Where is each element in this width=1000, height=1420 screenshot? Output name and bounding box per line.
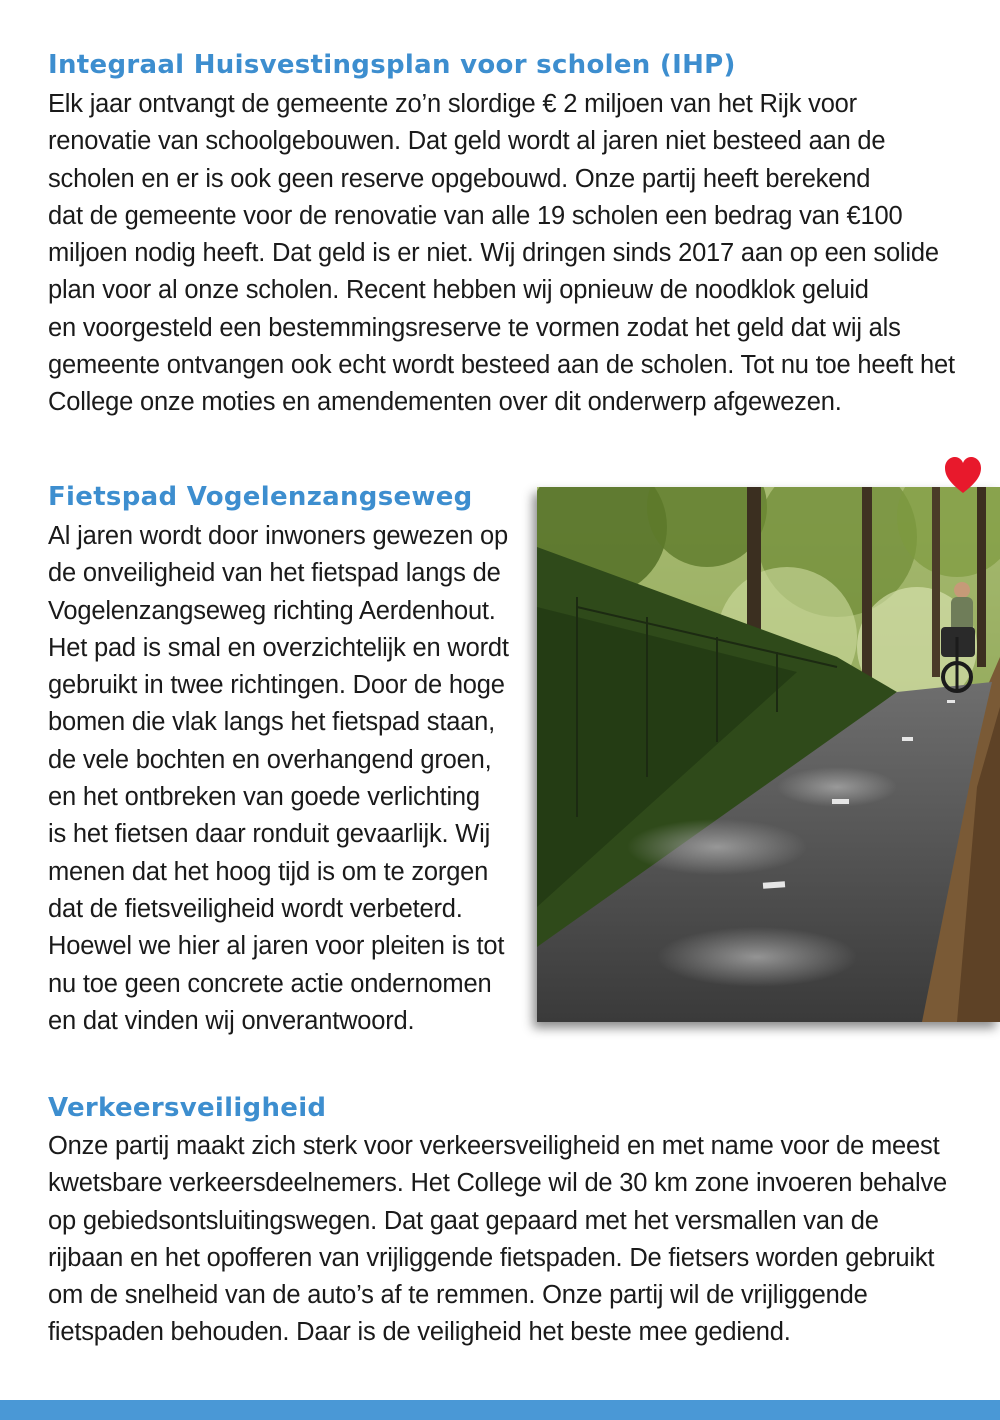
section-heading-verkeer: Verkeersveiligheid (48, 1093, 327, 1123)
text-line: de onveiligheid van het fietspad langs de (48, 559, 501, 588)
text-line: Vogelenzangseweg richting Aerdenhout. (48, 596, 496, 625)
text-line: gebruikt in twee richtingen. Door de hoge (48, 671, 505, 700)
text-line: scholen en er is ook geen reserve opgebouwd. Onze partij heeft berekend (48, 164, 871, 193)
text-line: om de snelheid van de auto’s af te remmen. Onze partij wil de vrijliggende (48, 1281, 868, 1310)
text-line: en het ontbreken van goede verlichting (48, 783, 480, 812)
text-line: College onze moties en amendementen over dit onderwerp afgewezen. (48, 388, 842, 417)
text-line: rijbaan en het opofferen van vrijliggende fietspaden. De fietsers worden gebruikt (48, 1243, 935, 1272)
text-line: Elk jaar ontvangt de gemeente zo’n slordige € 2 miljoen van het Rijk voor (48, 90, 857, 118)
text-line: kwetsbare verkeersdeelnemers. Het College wil de 30 km zone invoeren behalve (48, 1169, 948, 1198)
section-heading-fietspad: Fietspad Vogelenzangseweg (48, 482, 473, 512)
text-line: renovatie van schoolgebouwen. Dat geld wordt al jaren niet besteed aan de (48, 127, 886, 156)
bike-path-illustration (537, 487, 1000, 1022)
text-line: plan voor al onze scholen. Recent hebben wij opnieuw de noodklok geluid (48, 276, 869, 305)
text-line: de vele bochten en overhangend groen, (48, 745, 492, 774)
text-line: miljoen nodig heeft. Dat geld is er niet. Wij dringen sinds 2017 aan op een solide (48, 239, 939, 268)
text-line: en voorgesteld een bestemmingsreserve te vormen zodat het geld dat wij als (48, 313, 901, 342)
bike-path-photo (537, 487, 1000, 1022)
text-line: Hoewel we hier al jaren voor pleiten is tot (48, 932, 505, 961)
footer-bar (0, 1400, 1000, 1420)
text-line: dat de fietsveiligheid wordt verbeterd. (48, 894, 463, 923)
text-line: dat de gemeente voor de renovatie van alle 19 scholen een bedrag van €100 (48, 201, 903, 230)
text-line: en dat vinden wij onverantwoord. (48, 1006, 415, 1035)
text-line: gemeente ontvangen ook echt wordt besteed aan de scholen. Tot nu toe heeft het (48, 351, 955, 380)
text-line: Onze partij maakt zich sterk voor verkeersveiligheid en met name voor de meest (48, 1132, 940, 1160)
text-line: Al jaren wordt door inwoners gewezen op (48, 522, 508, 550)
heart-icon (944, 456, 982, 496)
text-line: is het fietsen daar ronduit gevaarlijk. Wij (48, 820, 491, 849)
section-heading-ihp: Integraal Huisvestingsplan voor scholen (IHP) (48, 50, 736, 80)
text-line: menen dat het hoog tijd is om te zorgen (48, 857, 489, 886)
text-line: op gebiedsontsluitingswegen. Dat gaat gepaard met het versmallen van de (48, 1206, 879, 1235)
text-line: Het pad is smal en overzichtelijk en wordt (48, 633, 509, 662)
section-body-fietspad (48, 518, 528, 1040)
section-body-verkeer (48, 1128, 978, 1352)
text-line: fietspaden behouden. Daar is de veiligheid het beste mee gediend. (48, 1318, 791, 1347)
text-line: nu toe geen concrete actie ondernomen (48, 969, 492, 998)
text-line: bomen die vlak langs het fietspad staan, (48, 708, 496, 737)
section-body-ihp (48, 86, 978, 422)
